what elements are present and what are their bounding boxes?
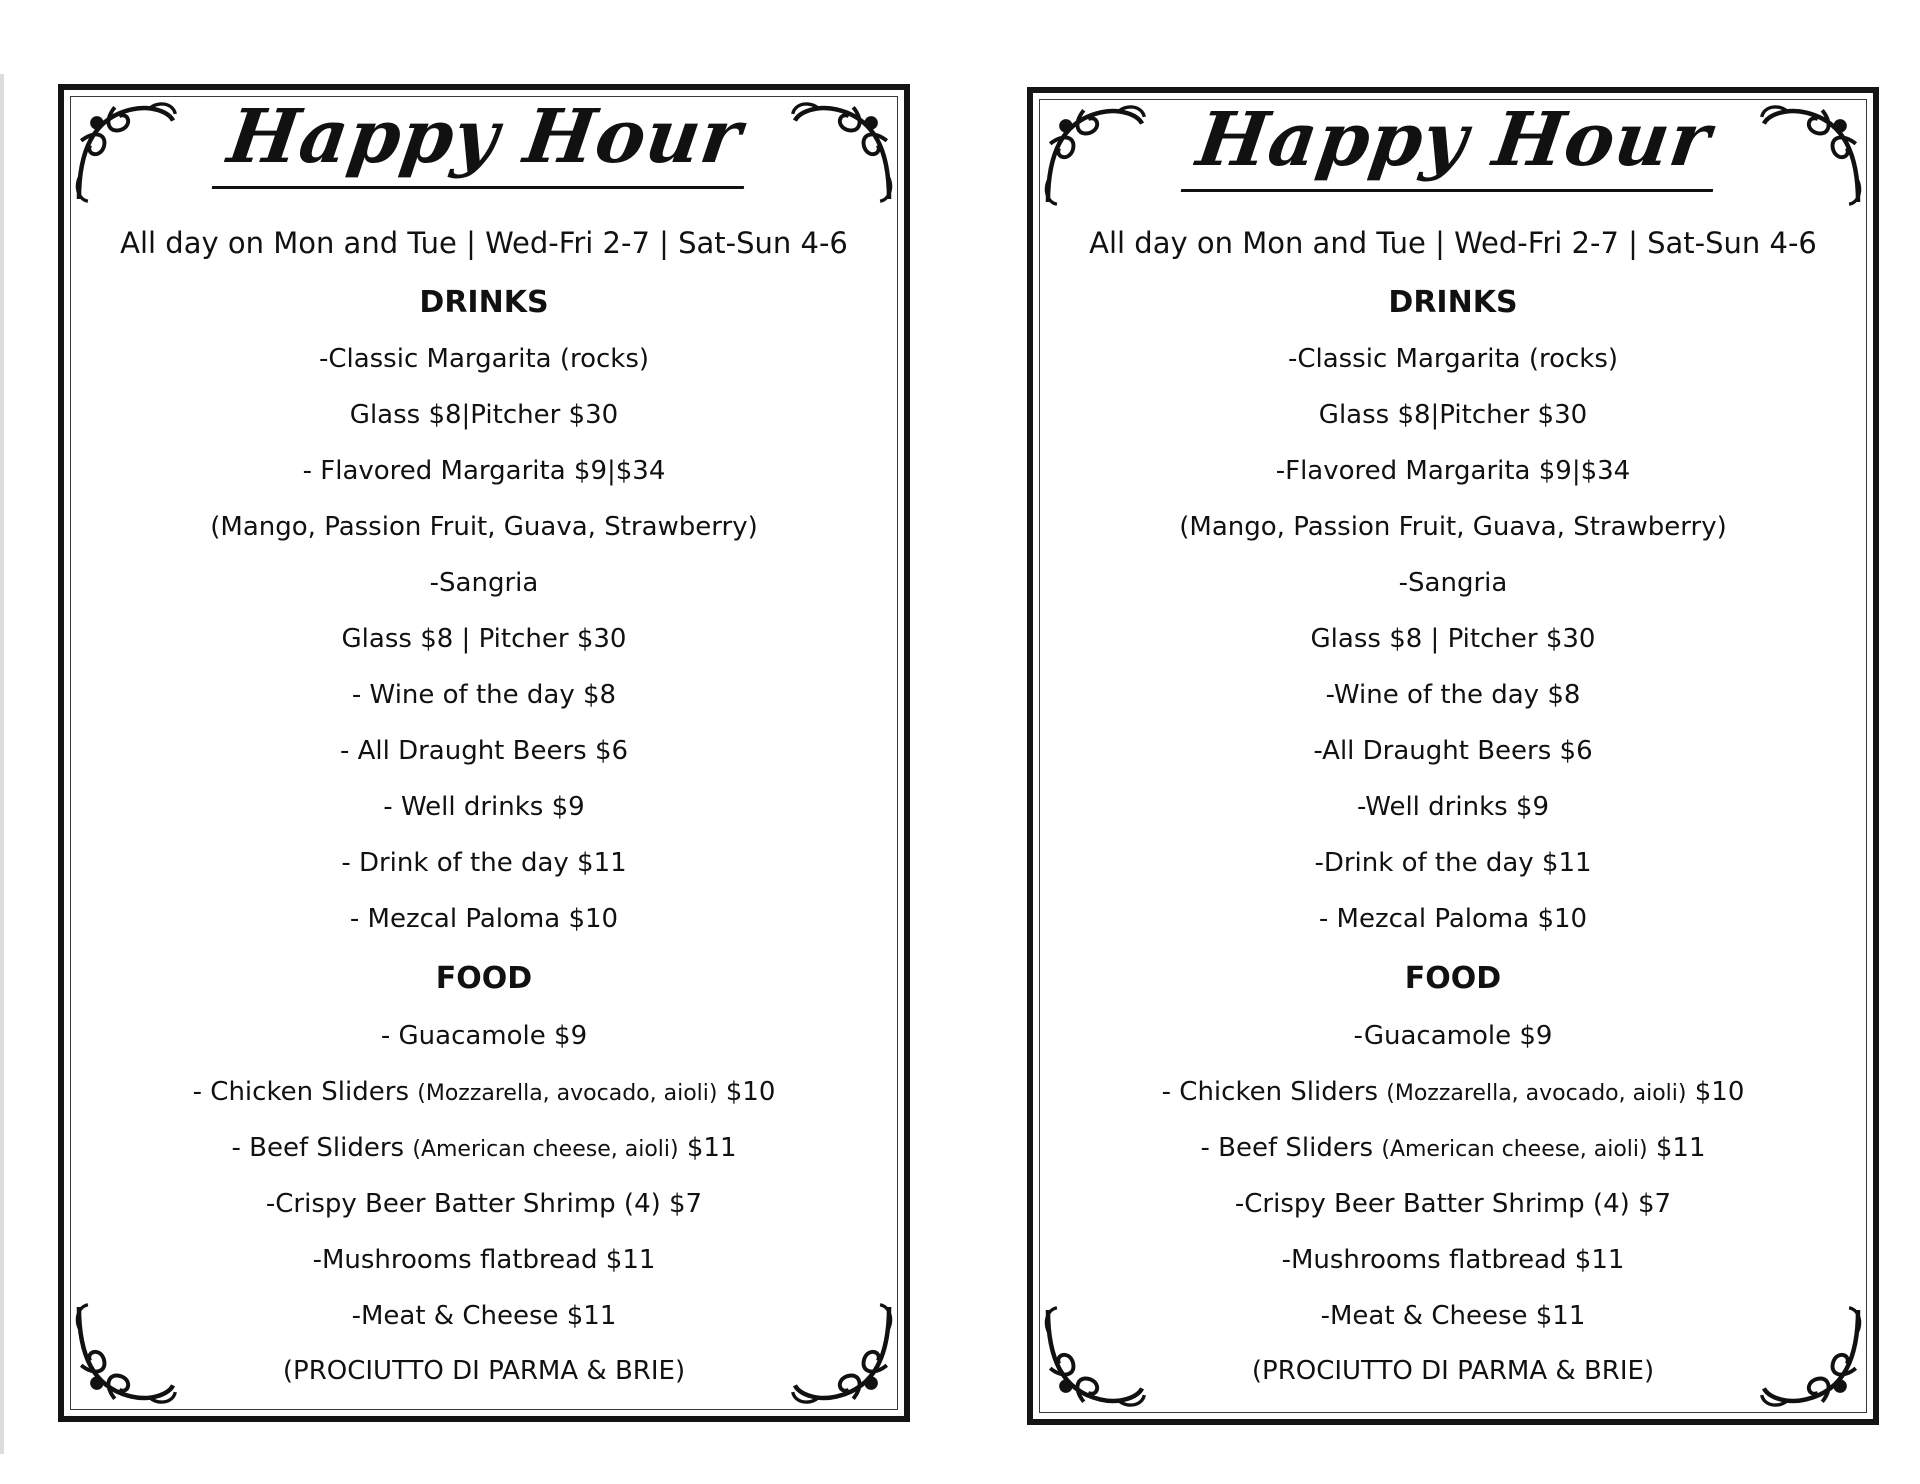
- food-item-description: (Mozzarella, avocado, aioli): [417, 1081, 718, 1106]
- food-item: -Guacamole $9: [1353, 1021, 1553, 1051]
- drink-item: -Flavored Margarita $9|$34: [1275, 456, 1631, 486]
- page-edge-divider: [0, 74, 4, 1454]
- drink-item: -Classic Margarita (rocks): [1287, 344, 1619, 374]
- food-item: -Crispy Beer Batter Shrimp (4) $7: [1234, 1189, 1672, 1219]
- food-item: [1033, 1133, 1873, 1163]
- food-item-description: (American cheese, aioli): [1381, 1137, 1648, 1162]
- food-item-description: (Mozzarella, avocado, aioli): [1386, 1081, 1687, 1106]
- drink-item: - Drink of the day $11: [341, 848, 627, 878]
- drink-item: - Wine of the day $8: [351, 680, 617, 710]
- drink-item: - Mezcal Paloma $10: [349, 904, 619, 934]
- food-item: - Guacamole $9: [380, 1021, 588, 1051]
- happy-hour-times: All day on Mon and Tue | Wed-Fri 2-7 | Sat-Sun 4-6: [1089, 226, 1817, 260]
- drink-item: - Well drinks $9: [383, 792, 585, 822]
- drink-item: -All Draught Beers $6: [1313, 736, 1593, 766]
- food-item: -Mushrooms flatbread $11: [312, 1245, 656, 1275]
- food-item-name: - Chicken Sliders: [1161, 1077, 1387, 1107]
- drink-item: -Classic Margarita (rocks): [318, 344, 650, 374]
- drink-item: -Drink of the day $11: [1314, 848, 1592, 878]
- drink-item: -Well drinks $9: [1356, 792, 1550, 822]
- drink-item: -Wine of the day $8: [1325, 680, 1581, 710]
- food-item-price: $11: [678, 1133, 737, 1163]
- food-item: -Meat & Cheese $11: [351, 1301, 617, 1331]
- food-item-note: (PROCIUTTO DI PARMA & BRIE): [1251, 1356, 1655, 1386]
- menu-card-right: [1027, 87, 1879, 1425]
- food-item-price: $10: [717, 1077, 776, 1107]
- drink-item: -Sangria: [1398, 568, 1508, 598]
- food-item: -Mushrooms flatbread $11: [1281, 1245, 1625, 1275]
- food-heading: FOOD: [1404, 961, 1502, 996]
- food-item: -Crispy Beer Batter Shrimp (4) $7: [265, 1189, 703, 1219]
- drink-item: (Mango, Passion Fruit, Guava, Strawberry): [210, 512, 758, 542]
- drink-item: - Mezcal Paloma $10: [1318, 904, 1588, 934]
- food-heading: FOOD: [435, 961, 533, 996]
- food-item-name: - Chicken Sliders: [192, 1077, 418, 1107]
- drink-item: Glass $8 | Pitcher $30: [1310, 624, 1596, 654]
- drink-item: Glass $8|Pitcher $30: [1318, 400, 1588, 430]
- food-item: [64, 1077, 904, 1107]
- food-item: [64, 1133, 904, 1163]
- happy-hour-times: All day on Mon and Tue | Wed-Fri 2-7 | Sat-Sun 4-6: [120, 226, 848, 260]
- drink-item: - All Draught Beers $6: [339, 736, 629, 766]
- menu-title: Happy Hour: [212, 100, 757, 189]
- drink-item: - Flavored Margarita $9|$34: [302, 456, 666, 486]
- drinks-heading: DRINKS: [1388, 285, 1518, 320]
- food-item: [1033, 1077, 1873, 1107]
- food-item-note: (PROCIUTTO DI PARMA & BRIE): [282, 1356, 686, 1386]
- food-item-price: $11: [1647, 1133, 1706, 1163]
- food-item-description: (American cheese, aioli): [412, 1137, 679, 1162]
- food-item-name: - Beef Sliders: [1200, 1133, 1382, 1163]
- food-item: -Meat & Cheese $11: [1320, 1301, 1586, 1331]
- drink-item: -Sangria: [429, 568, 539, 598]
- food-item-price: $10: [1686, 1077, 1745, 1107]
- drink-item: (Mango, Passion Fruit, Guava, Strawberry): [1179, 512, 1727, 542]
- menu-title: Happy Hour: [1181, 103, 1726, 192]
- drink-item: Glass $8 | Pitcher $30: [341, 624, 627, 654]
- drink-item: Glass $8|Pitcher $30: [349, 400, 619, 430]
- menu-card-left: [58, 84, 910, 1422]
- drinks-heading: DRINKS: [419, 285, 549, 320]
- food-item-name: - Beef Sliders: [231, 1133, 413, 1163]
